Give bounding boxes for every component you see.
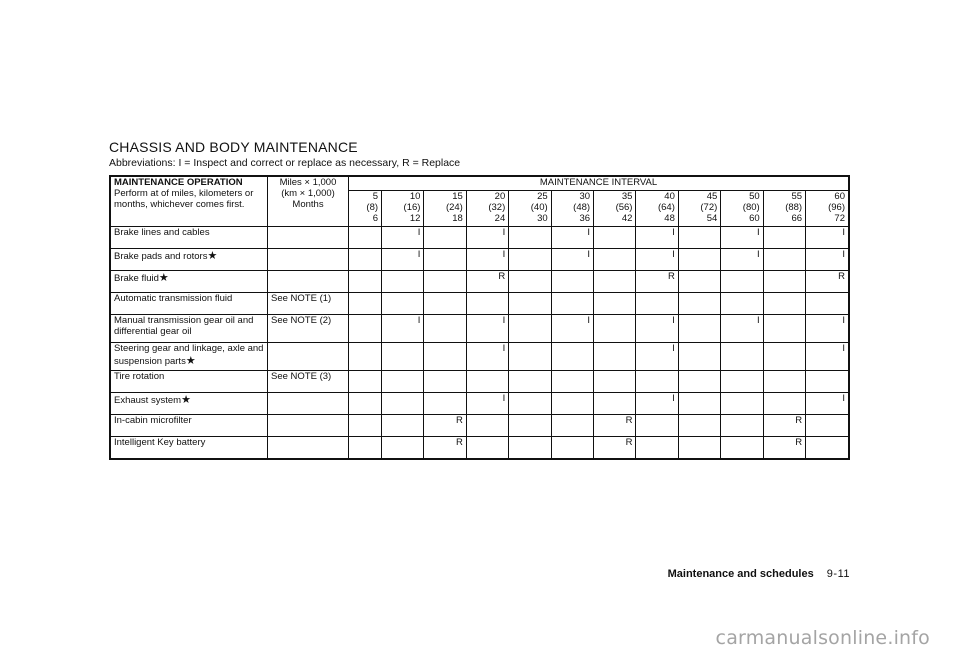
interval-value-cell bbox=[763, 292, 805, 314]
interval-value-cell bbox=[424, 270, 466, 292]
maintenance-item-cell bbox=[110, 342, 268, 370]
interval-value-cell bbox=[509, 392, 551, 414]
interval-value-cell: I bbox=[806, 226, 849, 248]
interval-value-cell bbox=[382, 270, 424, 292]
interval-value-cell: I bbox=[382, 314, 424, 342]
table-row bbox=[110, 436, 849, 459]
interval-months-value: 48 bbox=[664, 212, 675, 224]
note-cell bbox=[268, 248, 349, 270]
note-cell bbox=[268, 414, 349, 436]
months-unit-label: Months bbox=[292, 198, 324, 210]
interval-months-value: 18 bbox=[452, 212, 463, 224]
operation-description: Perform at of miles, kilometers or months, whichever comes first. bbox=[114, 187, 254, 210]
interval-value-cell bbox=[721, 370, 763, 392]
section-name: Maintenance and schedules bbox=[667, 568, 814, 580]
interval-value-cell bbox=[551, 392, 593, 414]
interval-value-cell bbox=[636, 414, 678, 436]
interval-miles-value: 10 bbox=[409, 191, 421, 202]
interval-months-value: 42 bbox=[621, 212, 633, 224]
interval-column-header bbox=[466, 191, 508, 227]
note-cell: See NOTE (2) bbox=[268, 314, 349, 342]
interval-km-value: (8) bbox=[366, 201, 379, 213]
table-row bbox=[110, 392, 849, 414]
interval-value-cell bbox=[763, 270, 805, 292]
interval-value-cell bbox=[466, 436, 508, 459]
interval-value-cell bbox=[594, 270, 636, 292]
interval-months-value: 24 bbox=[494, 212, 506, 224]
interval-column-header bbox=[509, 191, 551, 227]
interval-value-cell bbox=[763, 314, 805, 342]
interval-value-cell: I bbox=[466, 248, 508, 270]
interval-value-cell bbox=[349, 226, 382, 248]
maintenance-table bbox=[109, 175, 850, 460]
interval-value-cell: I bbox=[636, 248, 678, 270]
interval-km-value: (48) bbox=[573, 201, 591, 213]
severe-conditions-star-icon: ★ bbox=[158, 271, 169, 284]
interval-miles-value: 35 bbox=[621, 191, 633, 202]
interval-value-cell bbox=[636, 292, 678, 314]
interval-months-value: 54 bbox=[706, 212, 718, 224]
interval-months-value: 66 bbox=[791, 212, 803, 224]
note-cell bbox=[268, 436, 349, 459]
interval-value-cell bbox=[763, 342, 805, 370]
interval-value-cell: R bbox=[424, 414, 466, 436]
units-header bbox=[268, 176, 349, 226]
interval-months-value: 12 bbox=[409, 212, 421, 224]
interval-value-cell bbox=[509, 226, 551, 248]
interval-value-cell: I bbox=[806, 342, 849, 370]
interval-value-cell bbox=[678, 392, 720, 414]
interval-value-cell bbox=[763, 370, 805, 392]
maintenance-item-label: Brake pads and rotors bbox=[114, 250, 208, 262]
page-footer bbox=[668, 568, 850, 580]
operation-header bbox=[110, 176, 268, 226]
interval-km-value: (16) bbox=[403, 201, 421, 213]
interval-value-cell: I bbox=[636, 392, 678, 414]
interval-value-cell bbox=[382, 342, 424, 370]
interval-value-cell: I bbox=[806, 392, 849, 414]
note-cell bbox=[268, 270, 349, 292]
interval-value-cell bbox=[509, 370, 551, 392]
interval-value-cell bbox=[349, 414, 382, 436]
note-cell bbox=[268, 342, 349, 370]
interval-value-cell: R bbox=[424, 436, 466, 459]
interval-value-cell bbox=[594, 342, 636, 370]
interval-km-value: (88) bbox=[785, 201, 803, 213]
interval-miles-value: 5 bbox=[372, 191, 379, 202]
interval-value-cell: I bbox=[721, 226, 763, 248]
interval-value-cell bbox=[424, 314, 466, 342]
interval-value-cell bbox=[509, 342, 551, 370]
table-row bbox=[110, 248, 849, 270]
note-cell: See NOTE (3) bbox=[268, 370, 349, 392]
interval-value-cell: I bbox=[721, 314, 763, 342]
interval-value-cell bbox=[349, 370, 382, 392]
interval-value-cell bbox=[349, 248, 382, 270]
interval-value-cell bbox=[806, 436, 849, 459]
table-row bbox=[110, 314, 849, 342]
interval-column-header bbox=[551, 191, 593, 227]
maintenance-item-label: Exhaust system bbox=[114, 394, 182, 406]
maintenance-item-cell bbox=[110, 270, 268, 292]
interval-column-header bbox=[678, 191, 720, 227]
interval-value-cell: R bbox=[594, 414, 636, 436]
note-cell bbox=[268, 392, 349, 414]
interval-value-cell: R bbox=[806, 270, 849, 292]
interval-value-cell bbox=[678, 292, 720, 314]
table-body bbox=[110, 226, 849, 459]
interval-value-cell bbox=[551, 292, 593, 314]
interval-miles-value: 60 bbox=[834, 191, 845, 202]
interval-value-cell bbox=[509, 314, 551, 342]
interval-miles-value: 40 bbox=[664, 191, 675, 202]
maintenance-item-label: In-cabin microfilter bbox=[114, 414, 192, 426]
interval-value-cell bbox=[424, 342, 466, 370]
interval-value-cell: I bbox=[806, 248, 849, 270]
interval-value-cell bbox=[678, 270, 720, 292]
interval-km-value: (72) bbox=[700, 201, 718, 213]
page-number: 9-11 bbox=[826, 568, 850, 580]
interval-months-value: 36 bbox=[579, 212, 591, 224]
table-row bbox=[110, 226, 849, 248]
table-row bbox=[110, 370, 849, 392]
interval-value-cell: R bbox=[763, 414, 805, 436]
interval-value-cell bbox=[551, 270, 593, 292]
interval-value-cell bbox=[806, 292, 849, 314]
interval-value-cell: R bbox=[466, 270, 508, 292]
interval-value-cell bbox=[424, 248, 466, 270]
note-cell: See NOTE (1) bbox=[268, 292, 349, 314]
interval-value-cell bbox=[806, 370, 849, 392]
interval-header: MAINTENANCE INTERVAL bbox=[349, 176, 850, 191]
interval-value-cell bbox=[382, 292, 424, 314]
interval-value-cell bbox=[424, 370, 466, 392]
interval-value-cell bbox=[349, 314, 382, 342]
interval-value-cell bbox=[382, 370, 424, 392]
interval-miles-value: 45 bbox=[706, 191, 718, 202]
interval-column-header bbox=[763, 191, 805, 227]
interval-months-value: 6 bbox=[372, 212, 379, 224]
interval-value-cell: I bbox=[551, 314, 593, 342]
interval-value-cell bbox=[466, 414, 508, 436]
interval-km-value: (40) bbox=[530, 201, 548, 213]
interval-column-header bbox=[721, 191, 763, 227]
interval-value-cell bbox=[349, 292, 382, 314]
interval-column-header bbox=[382, 191, 424, 227]
interval-value-cell bbox=[763, 226, 805, 248]
maintenance-item-cell bbox=[110, 248, 268, 270]
interval-value-cell bbox=[678, 342, 720, 370]
interval-value-cell bbox=[678, 248, 720, 270]
miles-unit-label: Miles × 1,000 bbox=[279, 177, 337, 188]
interval-months-value: 72 bbox=[834, 212, 845, 224]
interval-value-cell bbox=[466, 292, 508, 314]
maintenance-item-cell bbox=[110, 392, 268, 414]
interval-value-cell bbox=[424, 292, 466, 314]
interval-value-cell bbox=[721, 414, 763, 436]
interval-column-header bbox=[806, 191, 849, 227]
interval-value-cell: I bbox=[466, 226, 508, 248]
maintenance-item-cell bbox=[110, 414, 268, 436]
interval-value-cell bbox=[594, 370, 636, 392]
interval-value-cell bbox=[594, 392, 636, 414]
interval-value-cell: I bbox=[551, 248, 593, 270]
severe-conditions-star-icon: ★ bbox=[207, 249, 218, 262]
interval-value-cell bbox=[466, 370, 508, 392]
interval-value-cell: I bbox=[721, 248, 763, 270]
interval-column-header bbox=[594, 191, 636, 227]
table-row bbox=[110, 270, 849, 292]
table-row bbox=[110, 292, 849, 314]
interval-miles-value: 20 bbox=[494, 191, 506, 202]
interval-value-cell bbox=[678, 414, 720, 436]
maintenance-item-label: Tire rotation bbox=[114, 370, 165, 382]
interval-value-cell bbox=[806, 414, 849, 436]
interval-column-header bbox=[424, 191, 466, 227]
interval-km-value: (56) bbox=[615, 201, 633, 213]
interval-value-cell: I bbox=[636, 226, 678, 248]
interval-value-cell: I bbox=[551, 226, 593, 248]
interval-value-cell bbox=[349, 392, 382, 414]
maintenance-item-label: Automatic transmission fluid bbox=[114, 292, 233, 304]
interval-value-cell: I bbox=[466, 342, 508, 370]
interval-column-header bbox=[349, 191, 382, 227]
interval-value-cell: I bbox=[466, 392, 508, 414]
interval-value-cell bbox=[594, 292, 636, 314]
interval-miles-value: 50 bbox=[749, 191, 760, 202]
interval-value-cell bbox=[721, 270, 763, 292]
maintenance-item-label: Steering gear and linkage, axle and suspension parts bbox=[114, 342, 264, 367]
interval-value-cell bbox=[551, 436, 593, 459]
interval-value-cell bbox=[509, 436, 551, 459]
interval-value-cell bbox=[509, 414, 551, 436]
interval-value-cell bbox=[678, 226, 720, 248]
interval-value-cell bbox=[551, 370, 593, 392]
interval-months-value: 60 bbox=[749, 212, 760, 224]
interval-value-cell bbox=[721, 292, 763, 314]
interval-value-cell bbox=[763, 248, 805, 270]
page-title: CHASSIS AND BODY MAINTENANCE bbox=[109, 139, 358, 155]
interval-months-value: 30 bbox=[537, 212, 548, 224]
maintenance-item-cell bbox=[110, 226, 268, 248]
interval-value-cell bbox=[678, 314, 720, 342]
interval-value-cell bbox=[636, 370, 678, 392]
maintenance-item-cell bbox=[110, 314, 268, 342]
interval-value-cell: I bbox=[382, 226, 424, 248]
interval-value-cell bbox=[551, 414, 593, 436]
interval-value-cell: I bbox=[466, 314, 508, 342]
interval-value-cell bbox=[636, 436, 678, 459]
interval-value-cell bbox=[551, 342, 593, 370]
maintenance-item-cell bbox=[110, 370, 268, 392]
interval-value-cell bbox=[382, 436, 424, 459]
interval-value-cell: I bbox=[382, 248, 424, 270]
interval-value-cell bbox=[763, 392, 805, 414]
operation-title: MAINTENANCE OPERATION bbox=[114, 177, 243, 188]
note-cell bbox=[268, 226, 349, 248]
interval-column-header bbox=[636, 191, 678, 227]
maintenance-item-label: Manual transmission gear oil and differential gear oil bbox=[114, 314, 254, 337]
interval-value-cell bbox=[382, 392, 424, 414]
interval-value-cell bbox=[509, 270, 551, 292]
interval-value-cell bbox=[349, 270, 382, 292]
maintenance-item-label: Intelligent Key battery bbox=[114, 436, 206, 448]
interval-value-cell bbox=[678, 370, 720, 392]
interval-miles-value: 30 bbox=[579, 191, 591, 202]
interval-value-cell: I bbox=[636, 342, 678, 370]
interval-value-cell: I bbox=[806, 314, 849, 342]
maintenance-item-cell bbox=[110, 292, 268, 314]
interval-value-cell bbox=[349, 342, 382, 370]
interval-value-cell: R bbox=[763, 436, 805, 459]
maintenance-item-cell bbox=[110, 436, 268, 459]
interval-km-value: (96) bbox=[828, 201, 845, 213]
interval-value-cell bbox=[721, 392, 763, 414]
table-row bbox=[110, 414, 849, 436]
interval-value-cell: I bbox=[636, 314, 678, 342]
interval-km-value: (80) bbox=[742, 201, 760, 213]
watermark: carmanualsonline.info bbox=[715, 627, 930, 649]
km-unit-label: (km × 1,000) bbox=[281, 187, 335, 199]
interval-km-value: (32) bbox=[488, 201, 506, 213]
interval-value-cell bbox=[721, 342, 763, 370]
maintenance-item-label: Brake lines and cables bbox=[114, 226, 210, 238]
interval-value-cell bbox=[382, 414, 424, 436]
interval-value-cell bbox=[594, 248, 636, 270]
interval-value-cell bbox=[509, 292, 551, 314]
table-row bbox=[110, 342, 849, 370]
abbreviations-note: Abbreviations: I = Inspect and correct or replace as necessary, R = Replace bbox=[109, 157, 461, 169]
interval-value-cell: R bbox=[594, 436, 636, 459]
interval-value-cell bbox=[509, 248, 551, 270]
interval-value-cell bbox=[349, 436, 382, 459]
interval-value-cell bbox=[678, 436, 720, 459]
interval-miles-value: 55 bbox=[791, 191, 803, 202]
interval-value-cell bbox=[594, 314, 636, 342]
interval-value-cell bbox=[594, 226, 636, 248]
severe-conditions-star-icon: ★ bbox=[185, 354, 196, 367]
interval-km-value: (24) bbox=[445, 201, 463, 213]
interval-value-cell bbox=[721, 436, 763, 459]
interval-miles-value: 25 bbox=[537, 191, 548, 202]
severe-conditions-star-icon: ★ bbox=[181, 393, 191, 406]
maintenance-item-label: Brake fluid bbox=[114, 272, 159, 284]
interval-km-value: (64) bbox=[657, 201, 675, 213]
interval-value-cell bbox=[424, 392, 466, 414]
interval-miles-value: 15 bbox=[452, 191, 463, 202]
interval-value-cell: R bbox=[636, 270, 678, 292]
interval-value-cell bbox=[424, 226, 466, 248]
table-header bbox=[110, 176, 849, 226]
